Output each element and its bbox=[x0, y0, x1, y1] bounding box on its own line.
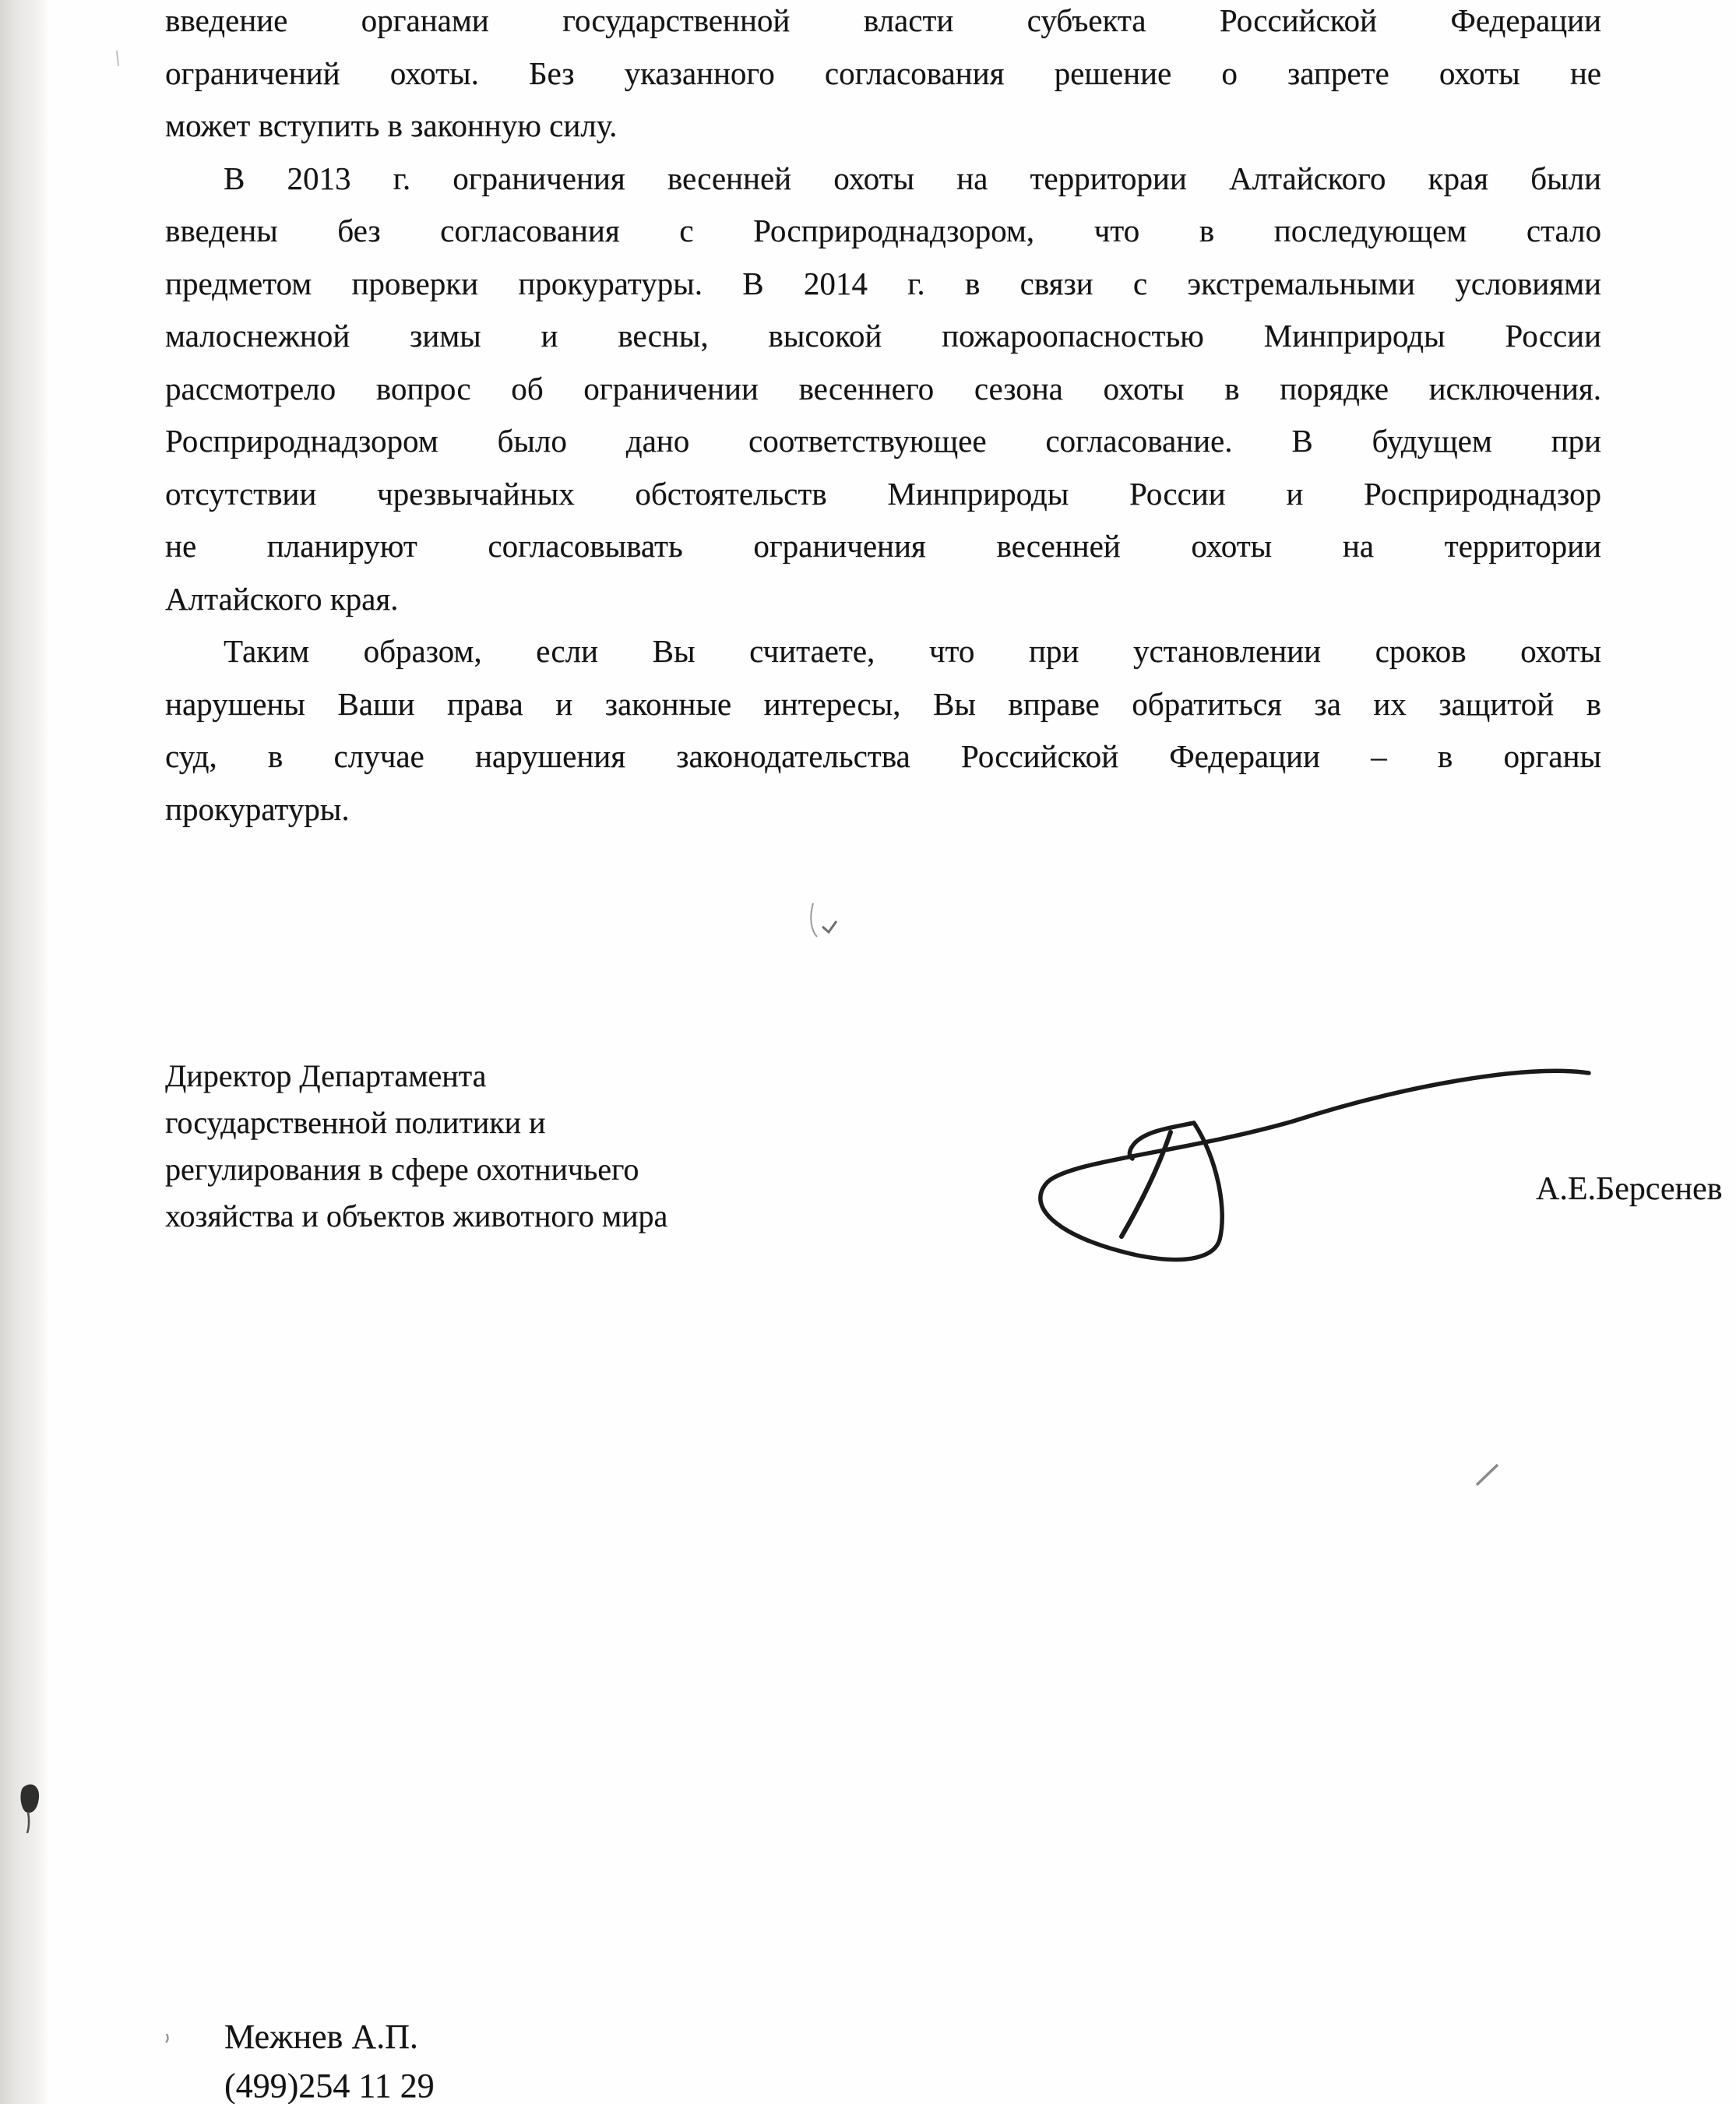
text-line: введение органами государственной власти субъекта Российской Федерации bbox=[165, 2, 1601, 38]
text-line: нарушены Ваши права и законные интересы, Вы вправе обратиться за их защитой в bbox=[165, 685, 1601, 722]
text-line: В 2013 г. ограничения весенней охоты на территории Алтайского края были bbox=[224, 160, 1601, 196]
signer-title-line: регулирования в сфере охотничьего bbox=[165, 1152, 639, 1187]
scan-edge-shadow bbox=[0, 0, 50, 2104]
text-line: Росприроднадзором было дано соответствующее согласование. В будущем при bbox=[165, 423, 1601, 459]
letter-body bbox=[165, 0, 1601, 836]
slash-artifact bbox=[1477, 1465, 1498, 1485]
signer-title bbox=[165, 1053, 667, 1240]
comma-speck-artifact bbox=[166, 2034, 167, 2042]
footer-contact-name: Межнев А.П. bbox=[224, 2018, 418, 2056]
text-line: предметом проверки прокуратуры. В 2014 г. в связи с экстремальными условиями bbox=[165, 265, 1601, 301]
text-line: отсутствии чрезвычайных обстоятельств Минприроды России и Росприроднадзор bbox=[165, 475, 1601, 512]
text-line: рассмотрело вопрос об ограничении весеннего сезона охоты в порядке исключения. bbox=[165, 370, 1601, 406]
text-line: ограничений охоты. Без указанного согласования решение о запрете охоты не bbox=[165, 55, 1601, 91]
footer-block bbox=[224, 2012, 435, 2104]
signer-title-line: хозяйства и объектов животного мира bbox=[165, 1198, 668, 1233]
signature-ink bbox=[1012, 1043, 1620, 1293]
signer-title-line: Директор Департамента bbox=[165, 1058, 487, 1093]
signer-title-line: государственной политики и bbox=[165, 1105, 546, 1140]
text-line: прокуратуры. bbox=[165, 790, 350, 827]
text-line: введены без согласования с Росприроднадзором, что в последующем стало bbox=[165, 213, 1601, 248]
pen-curve-artifact bbox=[811, 903, 817, 937]
text-line: Алтайского края. bbox=[165, 580, 399, 617]
text-line: не планируют согласовывать ограничения весенней охоты на территории bbox=[165, 528, 1601, 564]
text-line: может вступить в законную силу. bbox=[165, 107, 618, 143]
text-line: малоснежной зимы и весны, высокой пожароопасностью Минприроды России bbox=[165, 318, 1601, 354]
check-mark-artifact bbox=[822, 921, 836, 932]
tick-artifact bbox=[117, 51, 118, 66]
signer-name: А.Е.Берсенев bbox=[1536, 1171, 1723, 1207]
text-line: Таким образом, если Вы считаете, что при установлении сроков охоты bbox=[224, 633, 1601, 669]
footer-phone: (499)254 11 29 bbox=[224, 2067, 435, 2104]
text-line: суд, в случае нарушения законодательства Российской Федерации – в органы bbox=[165, 738, 1601, 774]
